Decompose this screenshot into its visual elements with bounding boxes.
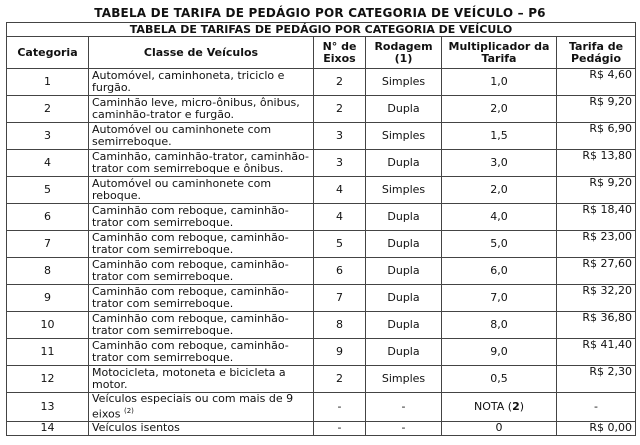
table-row xyxy=(7,96,636,123)
cell-eixos: 6 xyxy=(314,258,366,285)
footnote-marker: (2) xyxy=(123,407,134,415)
header-classe: Classe de Veículos xyxy=(89,37,314,69)
header-row xyxy=(7,37,636,69)
cell-categoria: 4 xyxy=(7,150,89,177)
cell-eixos: - xyxy=(314,393,366,422)
cell-eixos: - xyxy=(314,421,366,435)
table-row xyxy=(7,339,636,366)
cell-classe: Automóvel ou caminhonete com reboque. xyxy=(89,177,314,204)
cell-categoria: 1 xyxy=(7,69,89,96)
cell-eixos: 7 xyxy=(314,285,366,312)
cell-categoria: 5 xyxy=(7,177,89,204)
header-tarifa: Tarifa de Pedágio xyxy=(557,37,636,69)
cell-classe: Motocicleta, motoneta e bicicleta a motor. xyxy=(89,366,314,393)
cell-categoria: 10 xyxy=(7,312,89,339)
cell-eixos: 8 xyxy=(314,312,366,339)
cell-multiplicador: 5,0 xyxy=(442,231,557,258)
cell-rodagem: - xyxy=(366,421,442,435)
cell-tarifa: R$ 41,40 xyxy=(557,339,636,366)
cell-classe: Caminhão com reboque, caminhão-trator com semirreboque. xyxy=(89,285,314,312)
cell-tarifa: R$ 18,40 xyxy=(557,204,636,231)
cell-eixos: 5 xyxy=(314,231,366,258)
cell-multiplicador: 1,0 xyxy=(442,69,557,96)
cell-multiplicador: 3,0 xyxy=(442,150,557,177)
cell-rodagem: Simples xyxy=(366,69,442,96)
table-row xyxy=(7,312,636,339)
classe-text: Veículos especiais ou com mais de 9 eixos xyxy=(92,392,294,421)
cell-categoria: 14 xyxy=(7,421,89,435)
cell-multiplicador xyxy=(442,393,557,422)
cell-classe: Caminhão, caminhão-trator, caminhão-trator com semirreboque e ônibus. xyxy=(89,150,314,177)
cell-classe: Caminhão com reboque, caminhão-trator com semirreboque. xyxy=(89,258,314,285)
header-rodagem: Rodagem (1) xyxy=(366,37,442,69)
table-row xyxy=(7,258,636,285)
cell-multiplicador: 0 xyxy=(442,421,557,435)
cell-categoria: 3 xyxy=(7,123,89,150)
cell-eixos: 2 xyxy=(314,96,366,123)
cell-eixos: 4 xyxy=(314,177,366,204)
nota-suffix: ) xyxy=(519,399,525,413)
cell-rodagem: Simples xyxy=(366,177,442,204)
table-row xyxy=(7,204,636,231)
cell-multiplicador: 9,0 xyxy=(442,339,557,366)
cell-rodagem: Dupla xyxy=(366,285,442,312)
cell-classe: Caminhão com reboque, caminhão-trator com semirreboque. xyxy=(89,231,314,258)
cell-multiplicador: 6,0 xyxy=(442,258,557,285)
cell-eixos: 3 xyxy=(314,150,366,177)
cell-rodagem: Dupla xyxy=(366,231,442,258)
page-title: TABELA DE TARIFA DE PEDÁGIO POR CATEGORIA DE VEÍCULO – P6 xyxy=(94,6,546,20)
cell-eixos: 3 xyxy=(314,123,366,150)
cell-tarifa: R$ 9,20 xyxy=(557,96,636,123)
cell-categoria: 6 xyxy=(7,204,89,231)
cell-categoria: 8 xyxy=(7,258,89,285)
cell-multiplicador: 7,0 xyxy=(442,285,557,312)
cell-multiplicador: 2,0 xyxy=(442,96,557,123)
table-row xyxy=(7,421,636,435)
table-row xyxy=(7,177,636,204)
cell-tarifa: R$ 13,80 xyxy=(557,150,636,177)
cell-categoria: 9 xyxy=(7,285,89,312)
cell-rodagem: Dupla xyxy=(366,258,442,285)
cell-tarifa: R$ 9,20 xyxy=(557,177,636,204)
table-caption: TABELA DE TARIFAS DE PEDÁGIO POR CATEGORIA DE VEÍCULO xyxy=(7,23,636,37)
cell-classe xyxy=(89,393,314,422)
cell-multiplicador: 1,5 xyxy=(442,123,557,150)
cell-categoria: 12 xyxy=(7,366,89,393)
cell-tarifa: R$ 2,30 xyxy=(557,366,636,393)
table-row xyxy=(7,69,636,96)
cell-rodagem: Simples xyxy=(366,123,442,150)
cell-rodagem: - xyxy=(366,393,442,422)
cell-tarifa: R$ 4,60 xyxy=(557,69,636,96)
cell-rodagem: Simples xyxy=(366,366,442,393)
cell-eixos: 9 xyxy=(314,339,366,366)
cell-classe: Caminhão com reboque, caminhão-trator com semirreboque. xyxy=(89,339,314,366)
nota-prefix: NOTA ( xyxy=(473,399,513,413)
cell-rodagem: Dupla xyxy=(366,312,442,339)
cell-classe: Veículos isentos xyxy=(89,421,314,435)
cell-rodagem: Dupla xyxy=(366,150,442,177)
nota-number: 2 xyxy=(512,399,520,413)
cell-classe: Automóvel ou caminhonete com semirreboque. xyxy=(89,123,314,150)
table-row xyxy=(7,123,636,150)
cell-multiplicador: 2,0 xyxy=(442,177,557,204)
cell-categoria: 7 xyxy=(7,231,89,258)
cell-multiplicador: 0,5 xyxy=(442,366,557,393)
cell-classe: Caminhão leve, micro-ônibus, ônibus, caminhão-trator e furgão. xyxy=(89,96,314,123)
cell-categoria: 13 xyxy=(7,393,89,422)
cell-tarifa: R$ 27,60 xyxy=(557,258,636,285)
table-row xyxy=(7,366,636,393)
cell-rodagem: Dupla xyxy=(366,339,442,366)
cell-tarifa: R$ 0,00 xyxy=(557,421,636,435)
cell-categoria: 11 xyxy=(7,339,89,366)
header-eixos: N° de Eixos xyxy=(314,37,366,69)
cell-multiplicador: 4,0 xyxy=(442,204,557,231)
table-row xyxy=(7,285,636,312)
cell-eixos: 2 xyxy=(314,69,366,96)
cell-tarifa: R$ 36,80 xyxy=(557,312,636,339)
table-row xyxy=(7,150,636,177)
cell-classe: Caminhão com reboque, caminhão-trator com semirreboque. xyxy=(89,204,314,231)
toll-table xyxy=(6,22,636,436)
cell-rodagem: Dupla xyxy=(366,204,442,231)
cell-multiplicador: 8,0 xyxy=(442,312,557,339)
cell-eixos: 2 xyxy=(314,366,366,393)
cell-tarifa: R$ 6,90 xyxy=(557,123,636,150)
header-categoria: Categoria xyxy=(7,37,89,69)
table-row xyxy=(7,393,636,422)
cell-classe: Caminhão com reboque, caminhão-trator com semirreboque. xyxy=(89,312,314,339)
cell-tarifa: R$ 23,00 xyxy=(557,231,636,258)
cell-classe: Automóvel, caminhoneta, triciclo e furgão. xyxy=(89,69,314,96)
cell-tarifa: R$ 32,20 xyxy=(557,285,636,312)
header-multiplicador: Multiplicador da Tarifa xyxy=(442,37,557,69)
cell-eixos: 4 xyxy=(314,204,366,231)
cell-rodagem: Dupla xyxy=(366,96,442,123)
table-row xyxy=(7,231,636,258)
cell-tarifa: - xyxy=(557,393,636,422)
cell-categoria: 2 xyxy=(7,96,89,123)
